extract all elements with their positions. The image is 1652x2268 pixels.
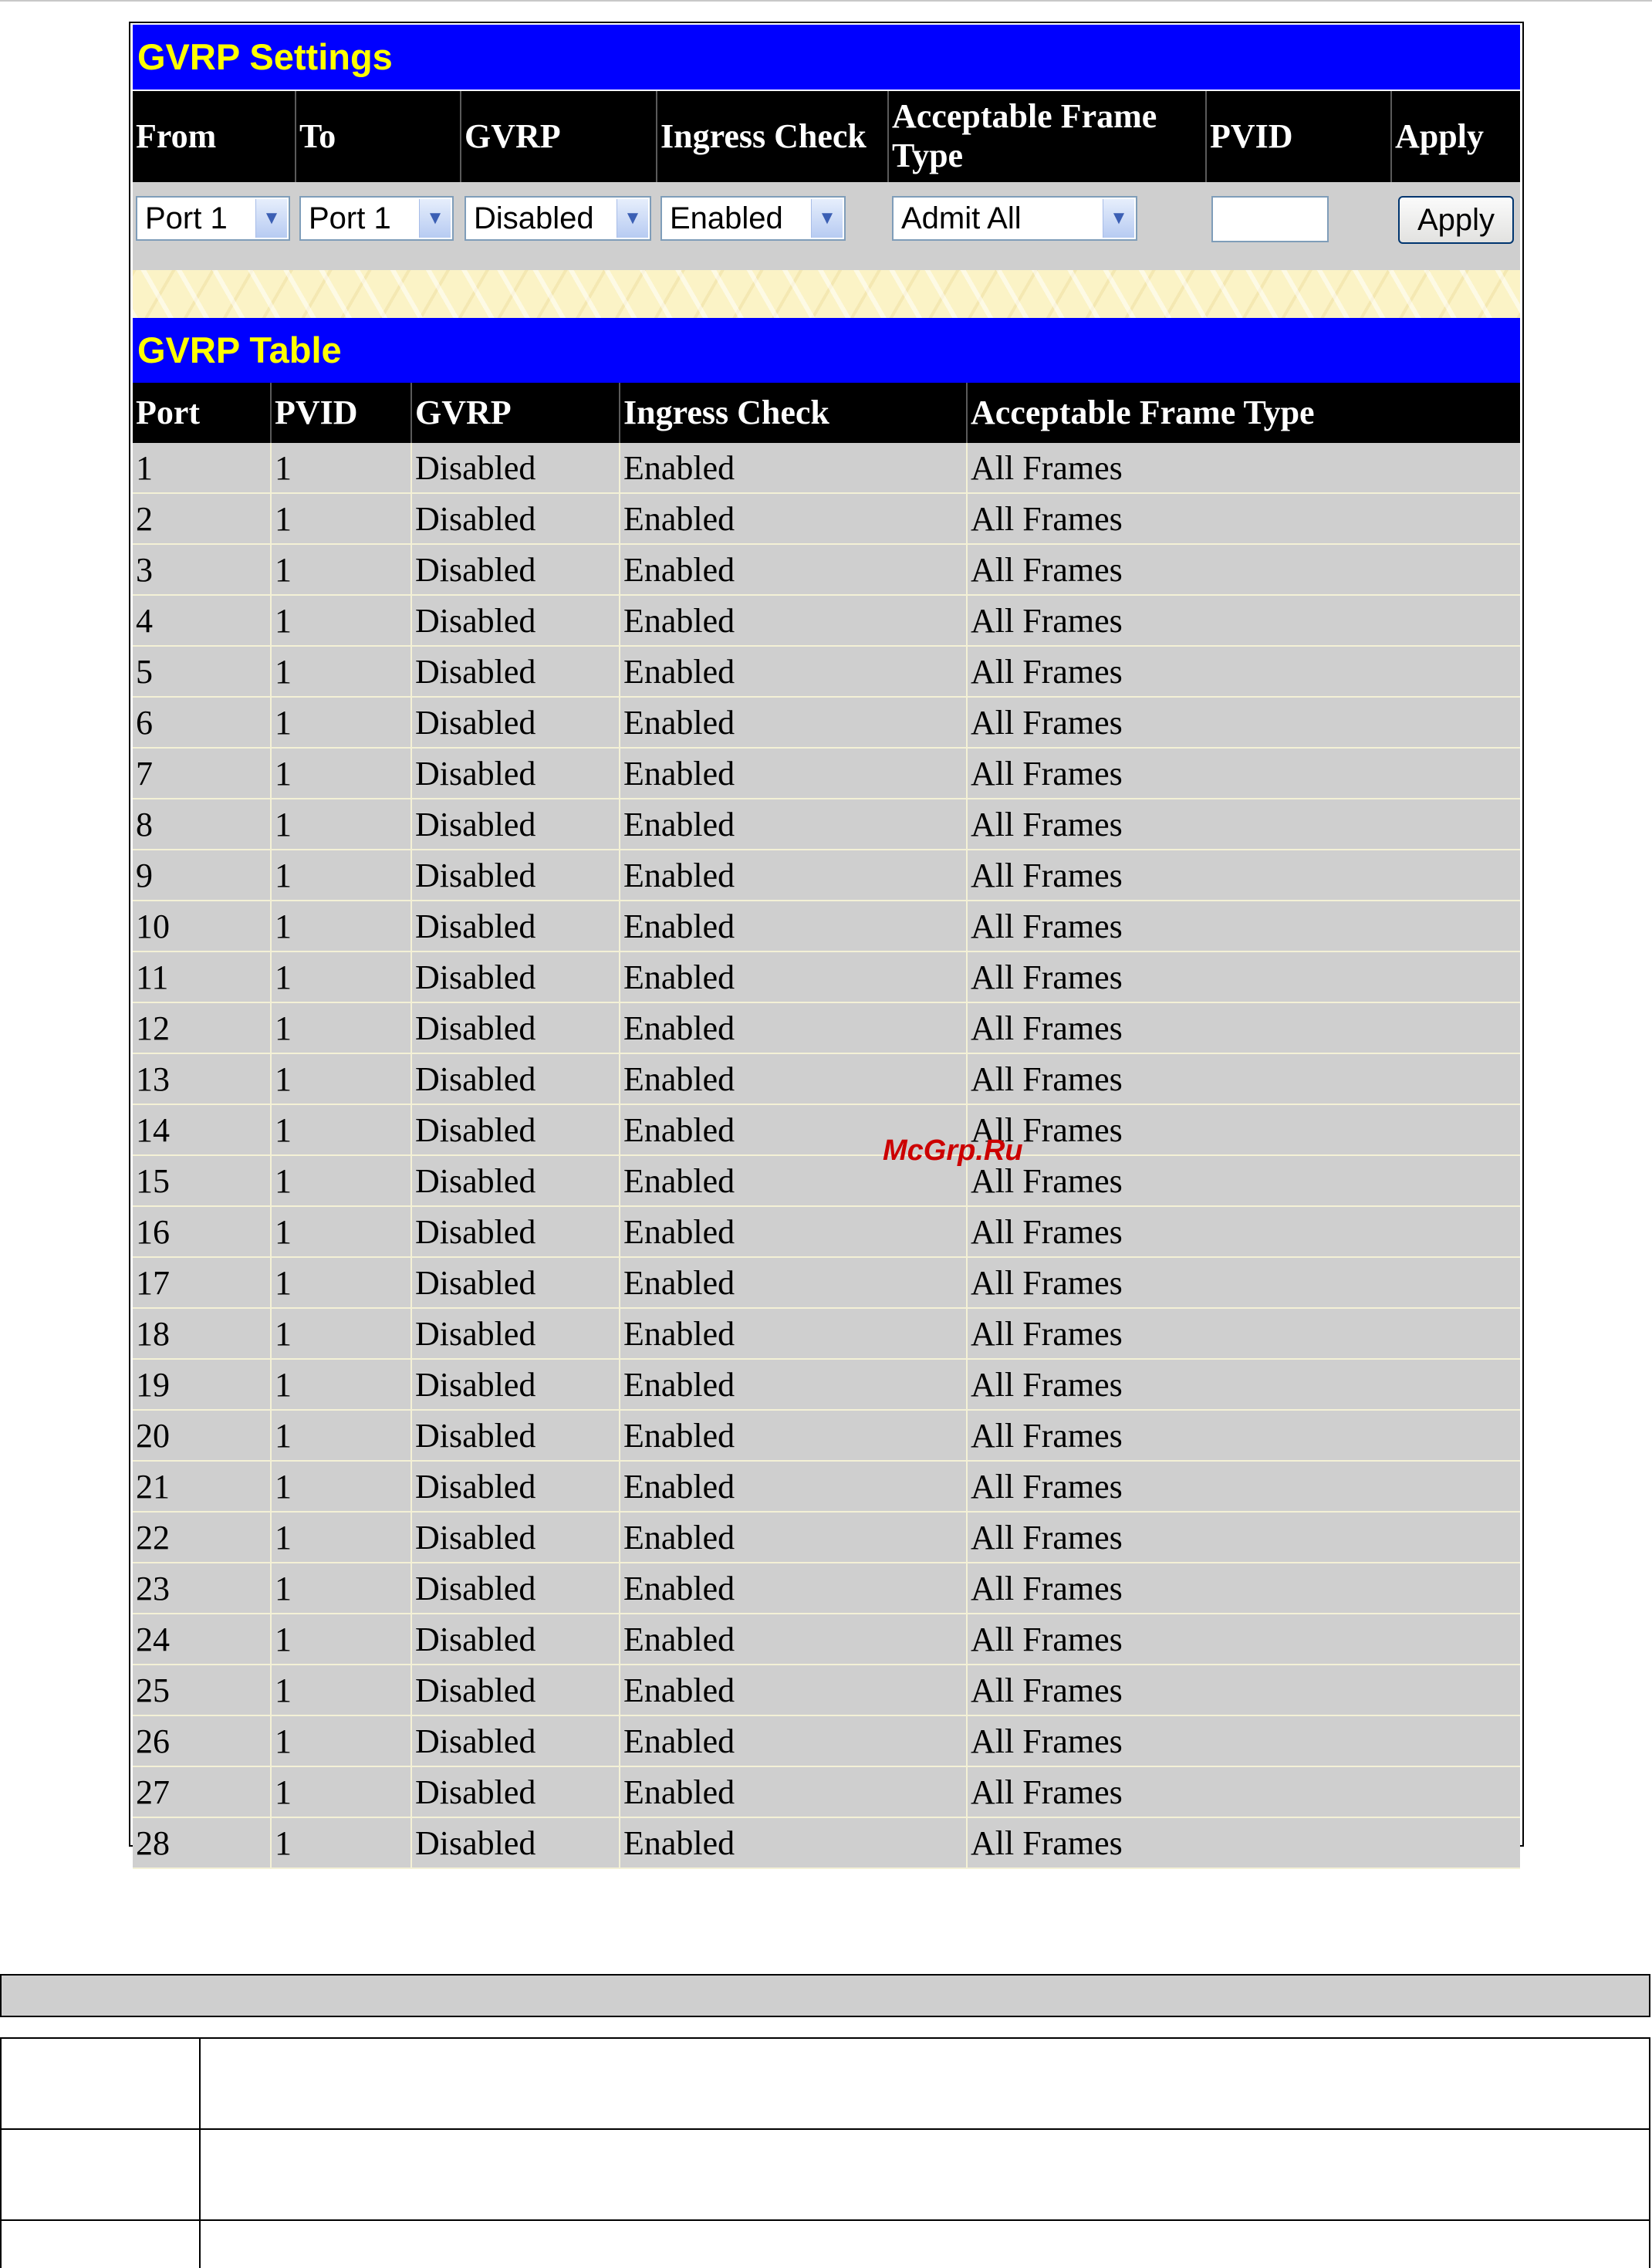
table-row bbox=[133, 1156, 1520, 1207]
gvrp-panel bbox=[129, 22, 1524, 1862]
gvrp-cell: Disabled bbox=[412, 698, 620, 747]
port-cell: 26 bbox=[133, 1716, 272, 1766]
pvid-cell: 1 bbox=[272, 1258, 412, 1307]
frame-type-cell: All Frames bbox=[971, 652, 1123, 691]
chevron-down-icon[interactable]: ▼ bbox=[419, 199, 451, 238]
pvid-cell: 1 bbox=[272, 799, 412, 849]
gvrp-cell: Disabled bbox=[412, 647, 620, 696]
table-row bbox=[133, 698, 1520, 749]
table-row bbox=[133, 1665, 1520, 1716]
table-header-row bbox=[133, 383, 1520, 443]
pvid-cell: 1 bbox=[272, 545, 412, 594]
pvid-cell: 1 bbox=[272, 1309, 412, 1358]
ingress-check-cell: Enabled bbox=[620, 647, 968, 696]
gvrp-cell: Disabled bbox=[412, 1411, 620, 1460]
frame-type-cell: All Frames bbox=[971, 1060, 1123, 1098]
frame-type-cell: All Frames bbox=[971, 1773, 1123, 1811]
port-cell: 21 bbox=[133, 1462, 272, 1511]
table-row bbox=[133, 1054, 1520, 1105]
ingress-check-cell: Enabled bbox=[620, 1818, 968, 1867]
parameter-name-cell bbox=[2, 2221, 201, 2268]
pvid-cell: 1 bbox=[272, 1054, 412, 1104]
parameter-row bbox=[0, 2128, 1650, 2221]
settings-input-row bbox=[133, 182, 1520, 270]
gvrp-cell: Disabled bbox=[412, 1767, 620, 1817]
pvid-cell: 1 bbox=[272, 1156, 412, 1205]
table-row bbox=[133, 494, 1520, 545]
table-row bbox=[133, 647, 1520, 698]
port-cell: 20 bbox=[133, 1411, 272, 1460]
ingress-check-cell: Enabled bbox=[620, 1105, 968, 1154]
pvid-cell: 1 bbox=[272, 494, 412, 543]
pvid-cell: 1 bbox=[272, 1462, 412, 1511]
frame-type-cell: All Frames bbox=[971, 1671, 1123, 1709]
gvrp-cell: Disabled bbox=[412, 443, 620, 492]
pvid-cell: 1 bbox=[272, 1411, 412, 1460]
table-row bbox=[133, 799, 1520, 850]
pvid-input[interactable] bbox=[1211, 196, 1329, 242]
frame-type-cell: All Frames bbox=[971, 1722, 1123, 1760]
pvid-cell: 1 bbox=[272, 1513, 412, 1562]
port-cell: 6 bbox=[133, 698, 272, 747]
pvid-cell: 1 bbox=[272, 1614, 412, 1664]
ingress-check-cell: Enabled bbox=[620, 1003, 968, 1053]
port-cell: 8 bbox=[133, 799, 272, 849]
parameter-name-cell bbox=[2, 2130, 201, 2219]
gvrp-cell: Disabled bbox=[412, 596, 620, 645]
frame-type-cell: All Frames bbox=[971, 1416, 1123, 1455]
header-acceptable-frame-type: Acceptable Frame Type bbox=[889, 91, 1207, 182]
header-acceptable-frame-type: Acceptable Frame Type bbox=[971, 393, 1315, 431]
port-cell: 16 bbox=[133, 1207, 272, 1256]
frame-type-cell: All Frames bbox=[971, 907, 1123, 945]
gvrp-cell: Disabled bbox=[412, 901, 620, 951]
port-cell: 7 bbox=[133, 749, 272, 798]
apply-button[interactable]: Apply bbox=[1398, 196, 1514, 244]
from-port-select[interactable] bbox=[136, 196, 290, 241]
ingress-check-cell: Enabled bbox=[620, 1207, 968, 1256]
frame-type-cell: All Frames bbox=[971, 805, 1123, 843]
header-ingress-check: Ingress Check bbox=[657, 91, 889, 182]
gvrp-cell: Disabled bbox=[412, 1513, 620, 1562]
gvrp-cell: Disabled bbox=[412, 749, 620, 798]
watermark: McGrp.Ru bbox=[883, 1134, 1023, 1167]
ingress-check-cell: Enabled bbox=[620, 1767, 968, 1817]
to-port-value: Port 1 bbox=[309, 201, 391, 235]
table-row bbox=[133, 1767, 1520, 1818]
pvid-cell: 1 bbox=[272, 1360, 412, 1409]
frame-type-cell: All Frames bbox=[971, 1314, 1123, 1353]
frame-type-cell: All Frames bbox=[971, 1467, 1123, 1506]
table-row bbox=[133, 596, 1520, 647]
chevron-down-icon[interactable]: ▼ bbox=[811, 199, 843, 238]
table-row bbox=[133, 749, 1520, 799]
frame-type-cell: All Frames bbox=[971, 1365, 1123, 1404]
gvrp-cell: Disabled bbox=[412, 494, 620, 543]
acceptable-frame-type-value: Admit All bbox=[901, 201, 1022, 235]
gvrp-cell: Disabled bbox=[412, 1716, 620, 1766]
frame-type-cell: All Frames bbox=[971, 754, 1123, 793]
ingress-check-cell: Enabled bbox=[620, 1665, 968, 1715]
chevron-down-icon[interactable]: ▼ bbox=[617, 199, 648, 238]
gvrp-cell: Disabled bbox=[412, 1003, 620, 1053]
port-cell: 23 bbox=[133, 1563, 272, 1613]
frame-type-cell: All Frames bbox=[971, 1009, 1123, 1047]
table-row bbox=[133, 1462, 1520, 1513]
gvrp-cell: Disabled bbox=[412, 799, 620, 849]
from-port-value: Port 1 bbox=[145, 201, 228, 235]
header-pvid: PVID bbox=[272, 383, 412, 443]
frame-type-cell: All Frames bbox=[971, 601, 1123, 640]
decorative-band bbox=[133, 270, 1520, 318]
ingress-check-select[interactable] bbox=[660, 196, 846, 241]
port-cell: 11 bbox=[133, 952, 272, 1002]
gvrp-cell: Disabled bbox=[412, 1309, 620, 1358]
ingress-check-cell: Enabled bbox=[620, 1563, 968, 1613]
table-row bbox=[133, 1563, 1520, 1614]
pvid-cell: 1 bbox=[272, 596, 412, 645]
ingress-check-cell: Enabled bbox=[620, 901, 968, 951]
port-cell: 2 bbox=[133, 494, 272, 543]
header-gvrp: GVRP bbox=[412, 383, 620, 443]
gvrp-cell: Disabled bbox=[412, 1360, 620, 1409]
pvid-cell: 1 bbox=[272, 1207, 412, 1256]
ingress-check-cell: Enabled bbox=[620, 1258, 968, 1307]
ingress-check-cell: Enabled bbox=[620, 1360, 968, 1409]
table-row bbox=[133, 901, 1520, 952]
port-cell: 13 bbox=[133, 1054, 272, 1104]
port-cell: 5 bbox=[133, 647, 272, 696]
frame-type-cell: All Frames bbox=[971, 1824, 1123, 1862]
ingress-check-cell: Enabled bbox=[620, 1309, 968, 1358]
frame-type-cell: All Frames bbox=[971, 1212, 1123, 1251]
ingress-check-cell: Enabled bbox=[620, 1156, 968, 1205]
table-row bbox=[133, 1614, 1520, 1665]
frame-type-cell: All Frames bbox=[971, 1263, 1123, 1302]
pvid-cell: 1 bbox=[272, 1665, 412, 1715]
port-cell: 10 bbox=[133, 901, 272, 951]
table-row bbox=[133, 850, 1520, 901]
gvrp-cell: Disabled bbox=[412, 1156, 620, 1205]
table-row bbox=[133, 443, 1520, 494]
frame-type-cell: All Frames bbox=[971, 1620, 1123, 1658]
port-cell: 4 bbox=[133, 596, 272, 645]
table-row bbox=[133, 545, 1520, 596]
table-row bbox=[133, 1258, 1520, 1309]
ingress-check-cell: Enabled bbox=[620, 1462, 968, 1511]
table-row bbox=[133, 1207, 1520, 1258]
pvid-cell: 1 bbox=[272, 647, 412, 696]
frame-type-cell: All Frames bbox=[971, 1518, 1123, 1557]
ingress-check-cell: Enabled bbox=[620, 799, 968, 849]
pvid-cell: 1 bbox=[272, 1003, 412, 1053]
ingress-check-cell: Enabled bbox=[620, 494, 968, 543]
port-cell: 9 bbox=[133, 850, 272, 900]
pvid-cell: 1 bbox=[272, 1818, 412, 1867]
parameter-row bbox=[0, 2037, 1650, 2130]
port-cell: 27 bbox=[133, 1767, 272, 1817]
gvrp-cell: Disabled bbox=[412, 1665, 620, 1715]
port-cell: 3 bbox=[133, 545, 272, 594]
port-cell: 19 bbox=[133, 1360, 272, 1409]
port-cell: 1 bbox=[133, 443, 272, 492]
frame-type-cell: All Frames bbox=[971, 448, 1123, 487]
frame-type-cell: All Frames bbox=[971, 1569, 1123, 1607]
ingress-check-cell: Enabled bbox=[620, 698, 968, 747]
gvrp-cell: Disabled bbox=[412, 952, 620, 1002]
table-row bbox=[133, 1360, 1520, 1411]
pvid-cell: 1 bbox=[272, 749, 412, 798]
frame-type-cell: All Frames bbox=[971, 499, 1123, 538]
pvid-cell: 1 bbox=[272, 1767, 412, 1817]
chevron-down-icon[interactable]: ▼ bbox=[255, 199, 287, 238]
header-port: Port bbox=[133, 383, 272, 443]
parameter-name-cell bbox=[2, 2039, 201, 2128]
gvrp-cell: Disabled bbox=[412, 1207, 620, 1256]
page-top-rule bbox=[0, 0, 1652, 2]
frame-type-cell: All Frames bbox=[971, 703, 1123, 742]
port-cell: 15 bbox=[133, 1156, 272, 1205]
header-ingress-check: Ingress Check bbox=[620, 383, 968, 443]
ingress-check-cell: Enabled bbox=[620, 1716, 968, 1766]
gvrp-cell: Disabled bbox=[412, 1054, 620, 1104]
parameter-table-header-bar bbox=[0, 1974, 1650, 2017]
table-row bbox=[133, 1513, 1520, 1563]
pvid-cell: 1 bbox=[272, 1563, 412, 1613]
port-cell: 14 bbox=[133, 1105, 272, 1154]
gvrp-cell: Disabled bbox=[412, 850, 620, 900]
gvrp-cell: Disabled bbox=[412, 1105, 620, 1154]
ingress-check-cell: Enabled bbox=[620, 545, 968, 594]
pvid-cell: 1 bbox=[272, 698, 412, 747]
frame-type-cell: All Frames bbox=[971, 550, 1123, 589]
frame-type-cell: All Frames bbox=[971, 1110, 1123, 1149]
chevron-down-icon[interactable]: ▼ bbox=[1103, 199, 1134, 238]
header-to: To bbox=[296, 91, 461, 182]
table-title: GVRP Table bbox=[133, 318, 1520, 383]
header-gvrp: GVRP bbox=[461, 91, 657, 182]
port-cell: 18 bbox=[133, 1309, 272, 1358]
table-row bbox=[133, 1105, 1520, 1156]
gvrp-cell: Disabled bbox=[412, 1614, 620, 1664]
gvrp-value: Disabled bbox=[474, 201, 594, 235]
frame-type-cell: All Frames bbox=[971, 1161, 1123, 1200]
table-row bbox=[133, 1309, 1520, 1360]
frame-type-cell: All Frames bbox=[971, 958, 1123, 996]
pvid-cell: 1 bbox=[272, 952, 412, 1002]
header-from: From bbox=[133, 91, 296, 182]
table-row bbox=[133, 1003, 1520, 1054]
gvrp-cell: Disabled bbox=[412, 545, 620, 594]
ingress-check-cell: Enabled bbox=[620, 850, 968, 900]
table-row bbox=[133, 1818, 1520, 1869]
parameter-row bbox=[0, 2219, 1650, 2268]
settings-title: GVRP Settings bbox=[133, 25, 1520, 90]
ingress-check-cell: Enabled bbox=[620, 1054, 968, 1104]
gvrp-cell: Disabled bbox=[412, 1462, 620, 1511]
ingress-check-cell: Enabled bbox=[620, 749, 968, 798]
ingress-check-cell: Enabled bbox=[620, 1411, 968, 1460]
ingress-check-cell: Enabled bbox=[620, 952, 968, 1002]
pvid-cell: 1 bbox=[272, 1716, 412, 1766]
header-apply: Apply bbox=[1395, 117, 1484, 155]
gvrp-cell: Disabled bbox=[412, 1818, 620, 1867]
ingress-check-value: Enabled bbox=[670, 201, 783, 235]
table-row bbox=[133, 1411, 1520, 1462]
port-cell: 12 bbox=[133, 1003, 272, 1053]
ingress-check-cell: Enabled bbox=[620, 1614, 968, 1664]
gvrp-cell: Disabled bbox=[412, 1563, 620, 1613]
ingress-check-cell: Enabled bbox=[620, 1513, 968, 1562]
port-cell: 28 bbox=[133, 1818, 272, 1867]
table-row bbox=[133, 952, 1520, 1003]
frame-type-cell: All Frames bbox=[971, 856, 1123, 894]
to-port-select[interactable] bbox=[299, 196, 454, 241]
ingress-check-cell: Enabled bbox=[620, 596, 968, 645]
port-cell: 25 bbox=[133, 1665, 272, 1715]
port-cell: 17 bbox=[133, 1258, 272, 1307]
pvid-cell: 1 bbox=[272, 1105, 412, 1154]
acceptable-frame-type-select[interactable] bbox=[892, 196, 1137, 241]
gvrp-cell: Disabled bbox=[412, 1258, 620, 1307]
settings-header-row bbox=[133, 91, 1520, 182]
gvrp-select[interactable] bbox=[465, 196, 651, 241]
pvid-cell: 1 bbox=[272, 443, 412, 492]
port-cell: 24 bbox=[133, 1614, 272, 1664]
ingress-check-cell: Enabled bbox=[620, 443, 968, 492]
pvid-cell: 1 bbox=[272, 850, 412, 900]
pvid-cell: 1 bbox=[272, 901, 412, 951]
port-cell: 22 bbox=[133, 1513, 272, 1562]
header-pvid: PVID bbox=[1207, 91, 1392, 182]
table-row bbox=[133, 1716, 1520, 1767]
